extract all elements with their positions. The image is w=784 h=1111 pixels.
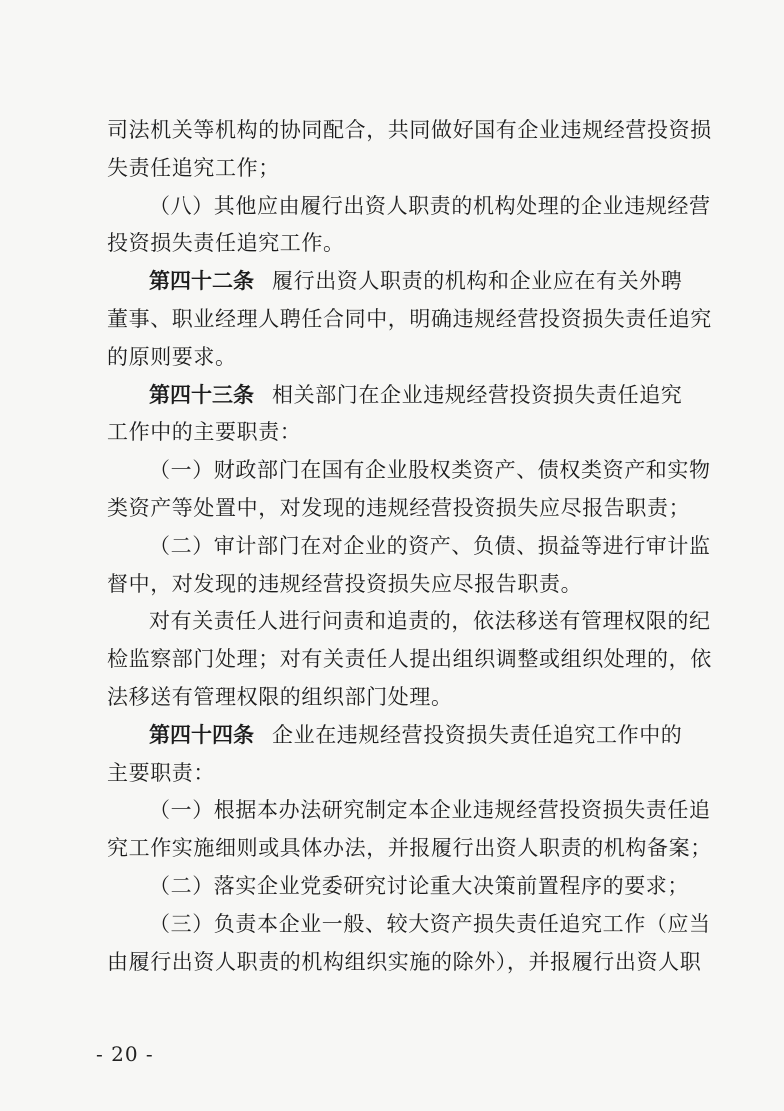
- text-line: [107, 868, 691, 906]
- text-line: [107, 414, 691, 452]
- page-number: - 20 -: [96, 1042, 154, 1066]
- text-line: [107, 301, 712, 339]
- line-text: 企业在违规经营投资损失责任追究工作中的: [272, 722, 683, 747]
- line-text: 督中，对发现的违规经营投资损失应尽报告职责。: [107, 571, 583, 596]
- line-text: 检监察部门处理；对有关责任人提出组织调整或组织处理的，依: [107, 647, 712, 672]
- line-text: 相关部门在企业违规经营投资损失责任追究: [272, 382, 683, 407]
- line-text: 失责任追究工作；: [107, 155, 280, 180]
- article-number: 第四十四条: [149, 722, 254, 747]
- text-line: [107, 717, 691, 755]
- line-text: 司法机关等机构的协同配合，共同做好国有企业违规经营投资损: [107, 118, 712, 142]
- text-line: [107, 792, 711, 830]
- text-line: [107, 944, 702, 982]
- text-line: [107, 641, 712, 679]
- text-line: [107, 188, 711, 226]
- text-line: [107, 566, 691, 604]
- document-body: [107, 112, 712, 981]
- line-text: 由履行出资人职责的机构组织实施的除外），并报履行出资人职: [107, 949, 702, 974]
- text-line: [107, 679, 691, 717]
- line-text: 法移送有管理权限的组织部门处理。: [107, 684, 453, 709]
- text-line: [107, 452, 711, 490]
- line-text: 对有关责任人进行问责和追责的，依法移送有管理权限的纪: [149, 609, 711, 634]
- line-text: 究工作实施细则或具体办法，并报履行出资人职责的机构备案；: [107, 836, 712, 861]
- line-text: 履行出资人职责的机构和企业应在有关外聘: [272, 269, 683, 294]
- text-line: [107, 755, 691, 793]
- line-text: （八）其他应由履行出资人职责的机构处理的企业违规经营: [149, 193, 711, 218]
- line-text: 主要职责：: [107, 760, 215, 785]
- text-line: [107, 490, 691, 528]
- article-number: 第四十三条: [149, 382, 254, 407]
- line-text: （三）负责本企业一般、较大资产损失责任追究工作（应当: [149, 911, 711, 936]
- line-text: 的原则要求。: [107, 344, 237, 369]
- line-text: （二）审计部门在对企业的资产、负债、损益等进行审计监: [149, 533, 711, 558]
- text-line: [107, 528, 711, 566]
- text-line: [107, 150, 691, 188]
- text-line: [107, 112, 712, 150]
- line-text: （一）根据本办法研究制定本企业违规经营投资损失责任追: [149, 798, 711, 823]
- line-text: 董事、职业经理人聘任合同中，明确违规经营投资损失责任追究: [107, 306, 712, 331]
- text-line: [107, 225, 691, 263]
- text-line: [107, 263, 691, 301]
- line-text: 工作中的主要职责：: [107, 420, 302, 445]
- text-line: [107, 377, 691, 415]
- text-line: [107, 603, 711, 641]
- line-text: 类资产等处置中，对发现的违规经营投资损失应尽报告职责；: [107, 495, 691, 520]
- line-text: （二）落实企业党委研究讨论重大决策前置程序的要求；: [149, 873, 689, 898]
- text-line: [107, 830, 712, 868]
- line-text: 投资损失责任追究工作。: [107, 231, 345, 256]
- article-number: 第四十二条: [149, 269, 254, 294]
- text-line: [107, 906, 711, 944]
- line-text: （一）财政部门在国有企业股权类资产、债权类资产和实物: [149, 458, 711, 483]
- text-line: [107, 339, 691, 377]
